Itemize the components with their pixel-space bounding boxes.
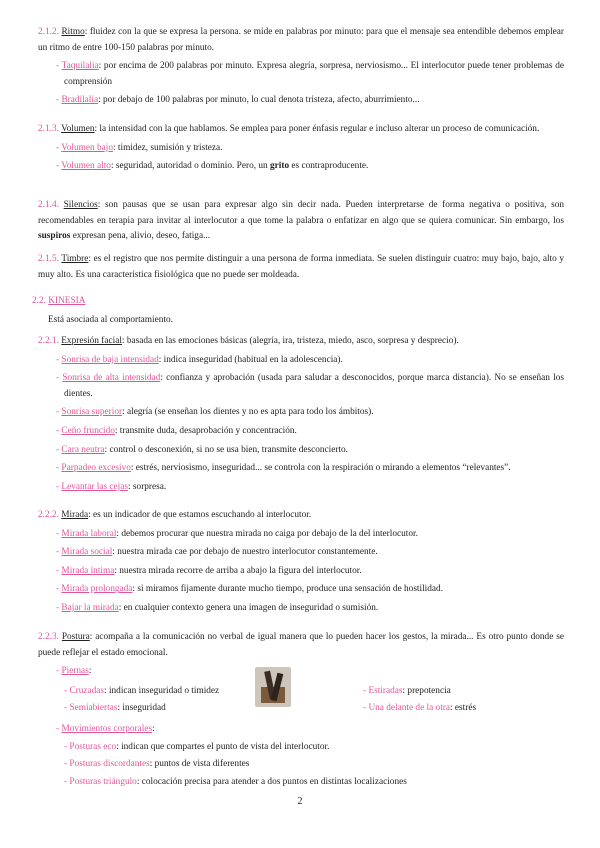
section-text: : basada en las emociones básicas (alegría, ira, tristeza, miedo, asco, sorpresa y desprecio).: [121, 336, 459, 346]
bullet-dash: -: [56, 584, 62, 595]
list-item-text: : estrés, nerviosismo, inseguridad... se controla con la respiración o mirando a elementos “relevantes”.: [130, 463, 511, 474]
bullet-text: : por encima de 200 palabras por minuto. Expresa alegría, sorpresa, nerviosismo... El interlocutor puede tener problemas de comprensión: [64, 61, 564, 87]
list-item-text: : puntos de vista diferentes: [149, 759, 250, 770]
bold-suspiros: suspiros: [38, 231, 71, 242]
list-item-text: : nuestra mirada recorre de arriba a abajo la figura del interlocutor.: [114, 565, 362, 576]
list-item-term: Bajar la mirada: [61, 602, 119, 613]
bullet-dash: -: [56, 528, 62, 539]
list-item: [38, 740, 564, 756]
list-item-text: : indica inseguridad (habitual en la adolescencia).: [158, 354, 343, 365]
term-volumen: Volumen: [61, 124, 95, 134]
bullet-dash: -: [363, 686, 367, 696]
list-item: [38, 371, 564, 402]
bullet-text: : timidez, sumisión y tristeza.: [113, 142, 223, 153]
list-item-term: Levantar las cejas: [61, 481, 129, 492]
term-silencios: Silencios: [63, 200, 98, 210]
section-2-1-5: [38, 252, 564, 283]
mirada-list: [38, 527, 564, 617]
list-item-text: : debemos procurar que nuestra mirada no caiga por debajo de la del interlocutor.: [116, 528, 418, 539]
list-item-term: Sonrisa de alta intensidad: [62, 373, 161, 384]
list-item-term: Mirada prolongada: [61, 584, 133, 595]
list-item: [38, 757, 564, 773]
section-2-2: [32, 294, 564, 328]
list-item: [38, 564, 564, 580]
section-2-1-4: [38, 198, 564, 245]
list-item: [38, 461, 564, 477]
bullet-dash: -: [56, 354, 62, 365]
list-item-term: Mirada social: [61, 547, 113, 558]
piernas-estiradas: [363, 684, 451, 700]
section-title-kinesia: KINESIA: [48, 296, 86, 306]
list-item: [38, 601, 564, 617]
bullet-dash: -: [56, 724, 60, 734]
list-item-term: Posturas discordantes: [69, 759, 150, 770]
list-item-term: Ceño fruncido: [61, 425, 115, 436]
section-text: : acompaña a la comunicación no verbal de igual manera que lo pueden hacer los gestos, la mirada... Es otro punto donde se puede reflejar el estado emocional.: [38, 632, 565, 658]
list-item-text: : sorpresa.: [128, 481, 167, 492]
bullet-text: es contraproducente.: [289, 161, 369, 172]
term-movimientos: Movimientos corporales: [61, 724, 153, 734]
movimientos-block: - Movimientos corporales: - Posturas eco: indican que compartes el punto de vista del interlocutor. - Posturas discordantes: puntos de vista diferentes - Posturas triángulo: colocación precisa para atender a dos puntos en distintas localizaciones: [38, 722, 564, 790]
bullet-dash: -: [56, 95, 60, 106]
section-text: : son pausas que se usan para expresar algo sin decir nada. Pueden interpretarse de forma negativa o positiva, son recomendables en terapia para invitar al interlocutor a que tome la palabra o enfatizar en algo que se quiera comunicar. Sin embargo, los: [38, 200, 565, 226]
list-item-text: : colocación precisa para atender a dos puntos en distintas localizaciones: [136, 776, 407, 787]
term-volumen-alto: Volumen alto: [61, 161, 111, 172]
section-text: : fluidez con la que se expresa la persona. se mide en palabras por minuto: para que el mensaje sea entendible debemos emplear un ritmo de entre 100-150 palabras por minuto.: [38, 27, 565, 53]
bullet-dash: -: [64, 703, 68, 713]
section-number: 2.2.: [32, 296, 46, 306]
bullet-dash: -: [64, 759, 70, 770]
list-item: [38, 443, 564, 459]
section-number: 2.1.5.: [38, 254, 59, 264]
section-number: 2.1.3.: [38, 124, 59, 134]
term-timbre: Timbre: [61, 254, 89, 264]
list-item-text: : indican que compartes el punto de vista del interlocutor.: [116, 741, 330, 752]
section-text: : es un indicador de que estamos escuchando al interlocutor.: [88, 510, 312, 520]
bullet-dash: -: [56, 565, 62, 576]
section-2-1-3: [38, 122, 564, 175]
section-number: 2.1.2.: [38, 27, 59, 37]
term-ritmo: Ritmo: [61, 27, 85, 37]
list-item-term: Mirada laboral: [61, 528, 117, 539]
section-text: : la intensidad con la que hablamos. Se emplea para poner énfasis regular e incluso alterar un proceso de comunicación.: [94, 124, 540, 134]
term-piernas: Piernas: [61, 666, 89, 677]
bullet-dash: -: [56, 481, 62, 492]
term-postura: Postura: [61, 632, 90, 642]
term-taquilalia: Taquilalia: [61, 61, 99, 72]
bullet-dash: -: [56, 602, 62, 613]
list-item-term: Sonrisa de baja intensidad: [61, 354, 159, 365]
section-2-2-1: [38, 334, 564, 495]
list-item-term: Posturas triángulo: [69, 776, 137, 787]
section-number: 2.2.2.: [38, 510, 59, 520]
list-item-term: Parpadeo excesivo: [61, 463, 131, 474]
section-number: 2.2.1.: [38, 336, 59, 346]
list-item-text: : si miramos fijamente durante mucho tiempo, produce una sensación de hostilidad.: [132, 584, 444, 595]
list-item: [38, 545, 564, 561]
list-item: [38, 480, 564, 496]
list-item-text: : transmite duda, desaprobación y concentración.: [114, 425, 297, 436]
bold-grito: grito: [270, 161, 290, 172]
list-item: [38, 353, 564, 369]
list-item-text: : en cualquier contexto genera una imagen de inseguridad o sumisión.: [118, 602, 379, 613]
list-item-term: Mirada íntima: [61, 565, 115, 576]
bullet-dash: -: [56, 444, 62, 455]
list-item-text: : control o desconexión, si no se usa bien, transmite desconcierto.: [104, 444, 348, 455]
bullet-text: : prepotencia: [402, 686, 451, 696]
list-item-term: Cara neutra: [61, 444, 105, 455]
list-item-text: : confianza y aprobación (usada para saludar a desconocidos, porque marca distancia). No se enseñan los dientes.: [64, 373, 564, 399]
bullet-text: : por debajo de 100 palabras por minuto, lo cual denota tristeza, afecto, aburrimiento...: [98, 95, 420, 106]
list-item-text: : alegría (se enseñan los dientes y no es apta para todo los ámbitos).: [122, 407, 374, 418]
bullet-dash: -: [56, 547, 62, 558]
bullet-text: : estrés: [450, 703, 477, 713]
section-text: : es el registro que nos permite distinguir a una persona de forma inmediata. Se suelen distinguir cuatro: muy bajo, bajo, alto y muy alto. Es una característica fisiológica que no puede ser moldeada.: [38, 254, 565, 280]
list-item-term: Posturas eco: [69, 741, 117, 752]
bullet-dash: -: [56, 373, 63, 384]
bullet-dash: -: [56, 142, 60, 153]
bullet-text: : seguridad, autoridad o dominio. Pero, un: [110, 161, 270, 172]
list-item: [38, 775, 564, 791]
term-estiradas: Estiradas: [368, 686, 403, 696]
list-item: [38, 527, 564, 543]
bullet-text: : indican inseguridad o timidez: [104, 686, 220, 696]
list-item: [38, 405, 564, 421]
bullet-dash: -: [56, 407, 62, 418]
bullet-dash: -: [56, 463, 62, 474]
section-2-2-2: [38, 508, 564, 617]
section-number: 2.1.4.: [38, 200, 59, 210]
term-volumen-bajo: Volumen bajo: [61, 142, 113, 153]
term-expresion-facial: Expresión facial: [61, 336, 122, 346]
section-number: 2.2.3.: [38, 632, 59, 642]
movimientos-list: [38, 740, 564, 791]
section-text: expresan pena, alivio, deseo, fatiga...: [70, 231, 211, 242]
kinesia-intro: Está asociada al comportamiento.: [48, 314, 173, 325]
piernas-una-delante: [363, 701, 476, 717]
bullet-dash: -: [56, 425, 62, 436]
section-2-1-2: [38, 25, 564, 109]
term-mirada: Mirada: [61, 510, 89, 520]
term-semiabiertas: Semiabiertas: [69, 703, 118, 713]
bullet-dash: -: [56, 666, 60, 677]
section-2-2-3: 2.2.3. Postura: acompaña a la comunicación no verbal de igual manera que lo pueden hacer los gestos, la mirada... Es otro punto donde se puede reflejar el estado emocional. - Piernas:: [38, 632, 565, 677]
bullet-dash: -: [56, 61, 60, 72]
term-cruzadas: Cruzadas: [69, 686, 105, 696]
bullet-dash: -: [64, 741, 70, 752]
term-bradilalia: Bradilalia: [61, 95, 99, 106]
bullet-dash: -: [56, 161, 60, 172]
legs-photo: [255, 667, 291, 707]
expresion-facial-list: [38, 353, 564, 496]
list-item: [38, 424, 564, 440]
bullet-text: : inseguridad: [117, 703, 166, 713]
list-item-text: : nuestra mirada cae por debajo de nuestro interlocutor constantemente.: [112, 547, 378, 558]
piernas-cruzadas: [64, 684, 219, 700]
list-item-term: Sonrisa superior: [61, 407, 123, 418]
bullet-dash: -: [363, 703, 367, 713]
piernas-semiabiertas: [64, 701, 166, 717]
bullet-dash: -: [64, 776, 70, 787]
page-number: 2: [297, 796, 303, 807]
list-item: [38, 582, 564, 598]
bullet-dash: -: [64, 686, 68, 696]
term-una-delante: Una delante de la otra: [368, 703, 451, 713]
